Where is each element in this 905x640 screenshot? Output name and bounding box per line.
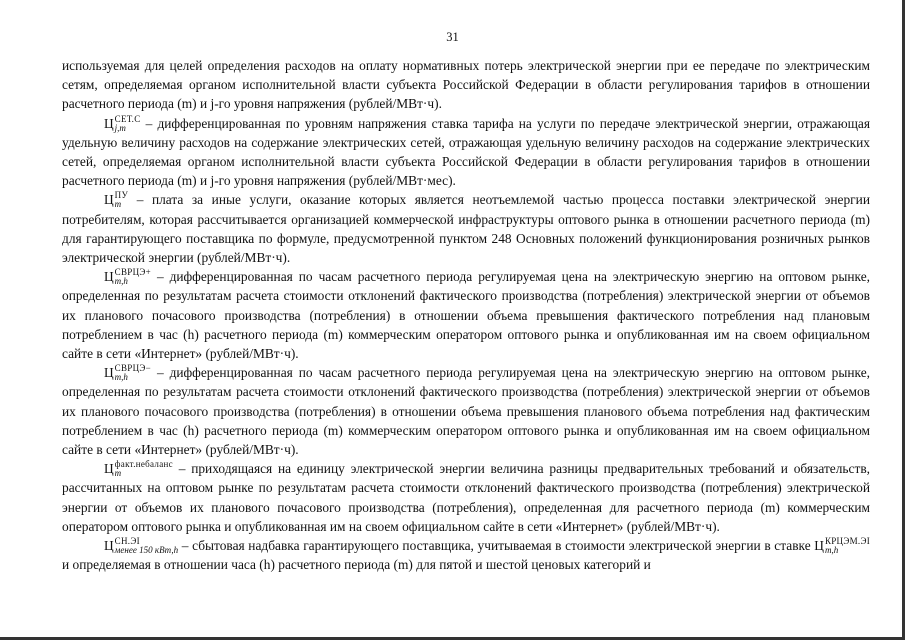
definition-price-minus	[62, 363, 870, 459]
formula-symbol: Ц СВРЦЭ+ m,h	[104, 267, 151, 287]
formula-symbol: Ц СВРЦЭ− m,h	[104, 363, 151, 383]
formula-symbol: Ц СЕТ.С j,m	[104, 113, 141, 133]
inline-formula-symbol: Ц КРЦЭМ.ЭΙ m,h	[814, 536, 870, 556]
paragraph-text: и определяемая в отношении часа (h) расчетного периода (m) для пятой и шестой ценовых категорий и	[62, 557, 651, 573]
page-number: 31	[446, 30, 459, 44]
formula-symbol: Ц ПУ m	[104, 190, 129, 210]
paragraph-text: – приходящаяся на единицу электрической энергии величина разницы предварительных требований и обязательств, рассчитанных на оптовом рынке по результатам расчета стоимости отклонений фактического производства (потребления) электрической энергии от объемов их планового почасового производства (потребления), определенная для расчетного периода (m) коммерческим оператором оптового рынка и опубликованная им на своем официальном сайте в сети «Интернет» (рублей/МВт·ч).	[62, 461, 870, 534]
formula-symbol: Ц СН.ЭΙ менее 150 кВт,h	[104, 536, 179, 556]
document-body	[62, 56, 870, 574]
definition-retail-markup	[62, 536, 870, 574]
definition-imbalance	[62, 459, 870, 536]
paragraph-continuation	[62, 56, 870, 114]
definition-tariff-rate	[62, 114, 870, 191]
paragraph-text: – дифференцированная по уровням напряжения ставка тарифа на услуги по передаче электрической энергии, отражающая удельную величину расходов на содержание электрических сетей, отражающая удельную величину расходов на содержание электрических сетей, определяемая органом исполнительной власти субъекта Российской Федерации в области регулирования тарифов в отношении расчетного периода (m) и j-го уровня напряжения (рублей/МВт·мес).	[62, 115, 870, 189]
definition-price-plus	[62, 267, 870, 363]
paragraph-text: – дифференцированная по часам расчетного периода регулируемая цена на электрическую энергию на оптовом рынке, определенная по результатам расчета стоимости отклонений фактического производства (потребления) электрической энергии от объемов их планового почасового производства (потребления) в отношении объема превышения планового объема потребления над фактическим потреблением в час (h) расчетного периода (m) коммерческим оператором оптового рынка и опубликованная им на своем официальном сайте в сети «Интернет» (рублей/МВт·ч).	[62, 365, 870, 458]
paragraph-text: – сбытовая надбавка гарантирующего поставщика, учитываемая в стоимости электрической энергии в ставке	[178, 538, 815, 554]
paragraph-text: – плата за иные услуги, оказание которых является неотъемлемой частью процесса поставки электрической энергии потребителям, которая рассчитывается организацией коммерческой инфраструктуры оптового рынка в отношении расчетного периода (m) для гарантирующего поставщика по формуле, предусмотренной пунктом 248 Основных положений функционирования розничных рынков электрической энергии (рублей/МВт·ч).	[62, 192, 870, 266]
paragraph-text: используемая для целей определения расходов на оплату нормативных потерь электрической энергии при ее передаче по электрическим сетям, определяемая органом исполнительной власти субъекта Российской Федерации в области регулирования тарифов в отношении расчетного периода (m) и j-го уровня напряжения (рублей/МВт·ч).	[62, 58, 870, 112]
definition-other-services-fee	[62, 190, 870, 267]
paragraph-text: – дифференцированная по часам расчетного периода регулируемая цена на электрическую энергию на оптовом рынке, определенная по результатам расчета стоимости отклонений фактического производства (потребления) электрической энергии от объемов их планового почасового производства (потребления) в отношении объема превышения фактического потребления над плановым потреблением в час (h) расчетного периода (m) коммерческим оператором оптового рынка и опубликованная им на своем официальном сайте в сети «Интернет» (рублей/МВт·ч).	[62, 269, 870, 362]
formula-symbol: Ц факт.небаланс m	[104, 459, 173, 479]
